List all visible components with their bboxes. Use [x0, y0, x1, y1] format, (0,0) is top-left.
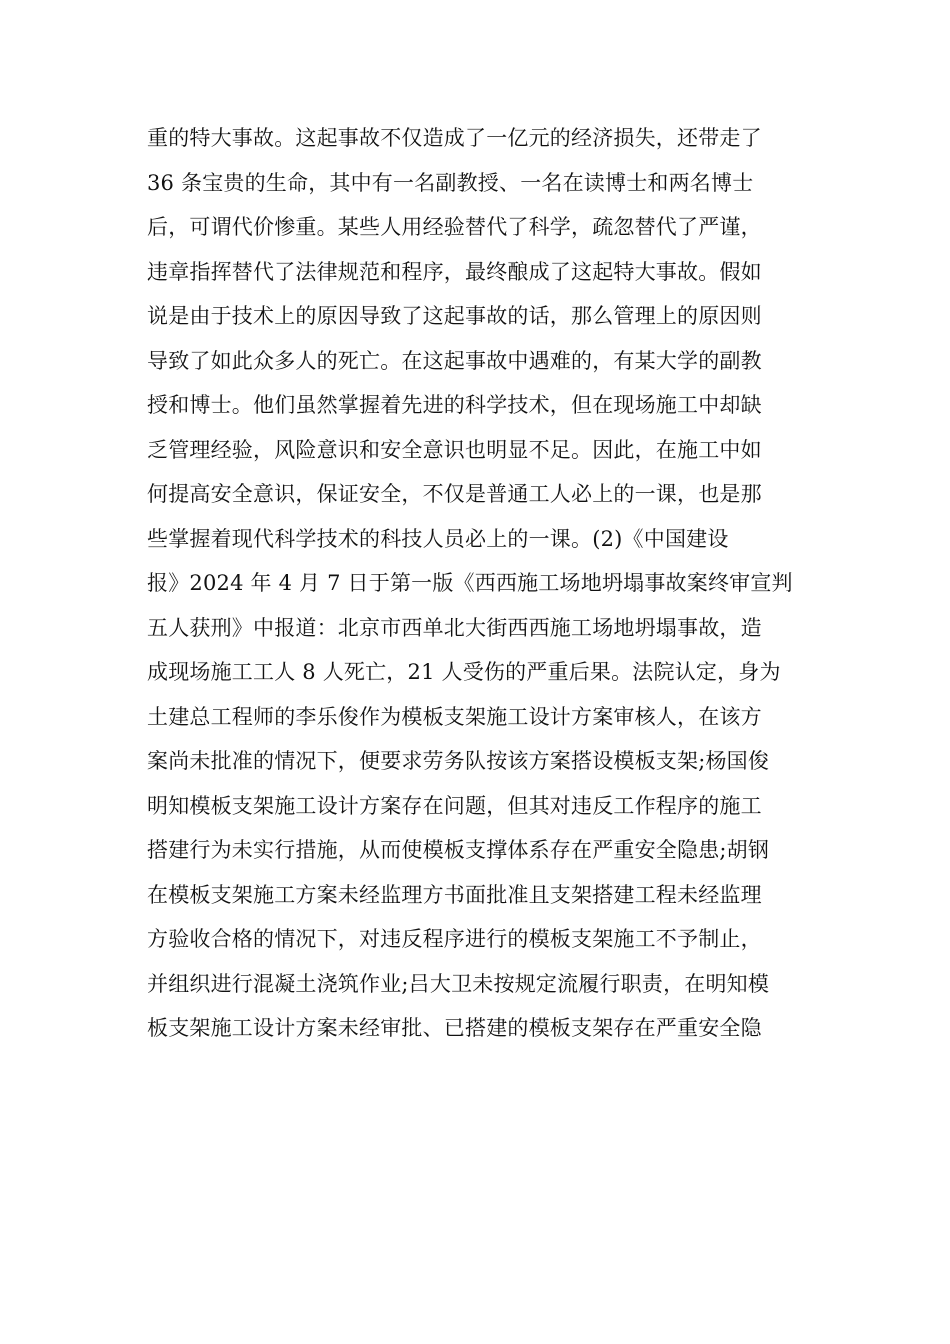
- text-line: 重的特大事故。这起事故不仅造成了一亿元的经济损失，还带走了: [147, 126, 762, 150]
- text-line: 36 条宝贵的生命，其中有一名副教授、一名在读博士和两名博士: [147, 170, 754, 195]
- text-line: 报》2024 年 4 月 7 日于第一版《西西施工场地坍塌事故案终审宣判: [147, 571, 793, 595]
- text-line: 说是由于技术上的原因导致了这起事故的话，那么管理上的原因则: [147, 304, 762, 328]
- body-text: [147, 116, 807, 1051]
- text-line: 土建总工程师的李乐俊作为模板支架施工设计方案审核人，在该方: [147, 704, 762, 729]
- text-line: 乏管理经验，风险意识和安全意识也明显不足。因此，在施工中如: [147, 437, 762, 462]
- text-line: 在模板支架施工方案未经监理方书面批准且支架搭建工程未经监理: [147, 882, 762, 907]
- text-line: 后，可谓代价惨重。某些人用经验替代了科学，疏忽替代了严谨，: [147, 215, 762, 239]
- text-line: 授和博士。他们虽然掌握着先进的科学技术，但在现场施工中却缺: [147, 393, 762, 417]
- text-line: 明知模板支架施工设计方案存在问题，但其对违反工作程序的施工: [147, 793, 762, 818]
- text-line: 案尚未批准的情况下，便要求劳务队按该方案搭设模板支架;杨国俊: [147, 749, 770, 773]
- text-line: 方验收合格的情况下，对违反程序进行的模板支架施工不予制止，: [147, 927, 762, 951]
- text-line: 并组织进行混凝土浇筑作业;吕大卫未按规定流履行职责，在明知模: [147, 971, 770, 996]
- text-line: 些掌握着现代科学技术的科技人员必上的一课。(2)《中国建设: [147, 526, 729, 551]
- text-line: 五人获刑》中报道：北京市西单北大街西西施工场地坍塌事故，造: [147, 615, 762, 640]
- text-line: 板支架施工设计方案未经审批、已搭建的模板支架存在严重安全隐: [147, 1016, 762, 1040]
- text-line: 导致了如此众多人的死亡。在这起事故中遇难的，有某大学的副教: [147, 348, 762, 373]
- text-line: 搭建行为未实行措施，从而使模板支撑体系存在严重安全隐患;胡钢: [147, 838, 770, 862]
- text-line: 违章指挥替代了法律规范和程序，最终酿成了这起特大事故。假如: [147, 259, 762, 284]
- text-line: 成现场施工工人 8 人死亡，21 人受伤的严重后果。法院认定，身为: [147, 660, 781, 684]
- text-line: 何提高安全意识，保证安全，不仅是普通工人必上的一课，也是那: [147, 482, 762, 506]
